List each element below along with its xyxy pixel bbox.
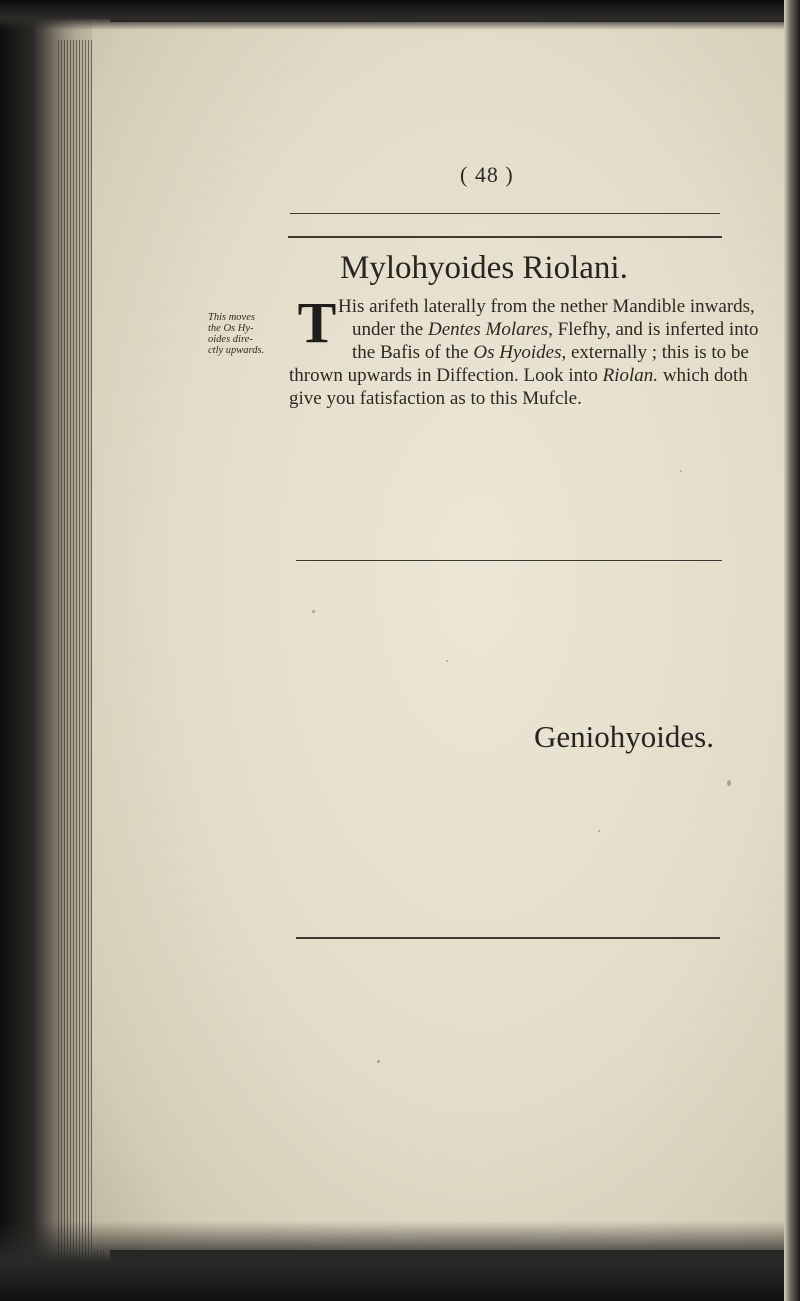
paragraph-text: , Flefhy, and is inferted into: [548, 319, 759, 340]
paper-speck: [312, 610, 315, 613]
paper-speck: [446, 660, 448, 662]
scan-bottom-edge: [0, 1221, 800, 1301]
marginal-note-line: the Os Hy-: [208, 323, 254, 334]
paper-speck: [598, 830, 600, 832]
header-rule-bottom: [288, 236, 722, 238]
paragraph-text: the Bafis of the: [352, 342, 474, 363]
paragraph-line-4: [289, 365, 748, 387]
footer-rule: [296, 937, 720, 939]
paragraph-text: thrown upwards in Diffection. Look into: [289, 365, 603, 386]
marginal-note-line: oides dire-: [208, 334, 253, 345]
header-rule-top: [290, 213, 720, 214]
drop-cap-letter: T: [297, 290, 337, 355]
paragraph-line-1: [338, 296, 755, 318]
marginal-note: [208, 312, 294, 356]
paper-speck: [680, 470, 682, 472]
marginal-note-line: This moves: [208, 312, 255, 323]
paper-sheet: [92, 22, 792, 1250]
paragraph-line-2: [352, 319, 759, 341]
scan-top-edge: [0, 0, 800, 30]
next-section-title: Geniohyoides.: [534, 719, 714, 754]
paragraph-line-5: [289, 388, 582, 410]
author-reference: Riolan.: [602, 365, 659, 386]
scan-right-edge: [784, 0, 800, 1301]
page-number: ( 48 ): [460, 162, 514, 187]
paper-speck: [377, 1060, 380, 1063]
paragraph-text: His arifeth laterally from the nether Mandible inwards,: [338, 296, 755, 317]
section-divider-rule: [296, 560, 722, 561]
paragraph-text: , externally ; this is to be: [561, 342, 749, 363]
paragraph-text: which doth: [658, 365, 748, 386]
latin-term: Os Hyoides: [473, 342, 562, 363]
drop-cap: [296, 290, 338, 355]
marginal-note-line: ctly upwards.: [208, 345, 265, 356]
paragraph-line-3: [352, 342, 749, 364]
section-title: Mylohyoides Riolani.: [340, 250, 628, 286]
paper-speck: [727, 780, 731, 786]
paragraph-text: under the: [352, 319, 428, 340]
paragraph-text: give you fatisfaction as to this Mufcle.: [289, 388, 582, 409]
latin-term: Dentes Molares: [427, 319, 549, 340]
